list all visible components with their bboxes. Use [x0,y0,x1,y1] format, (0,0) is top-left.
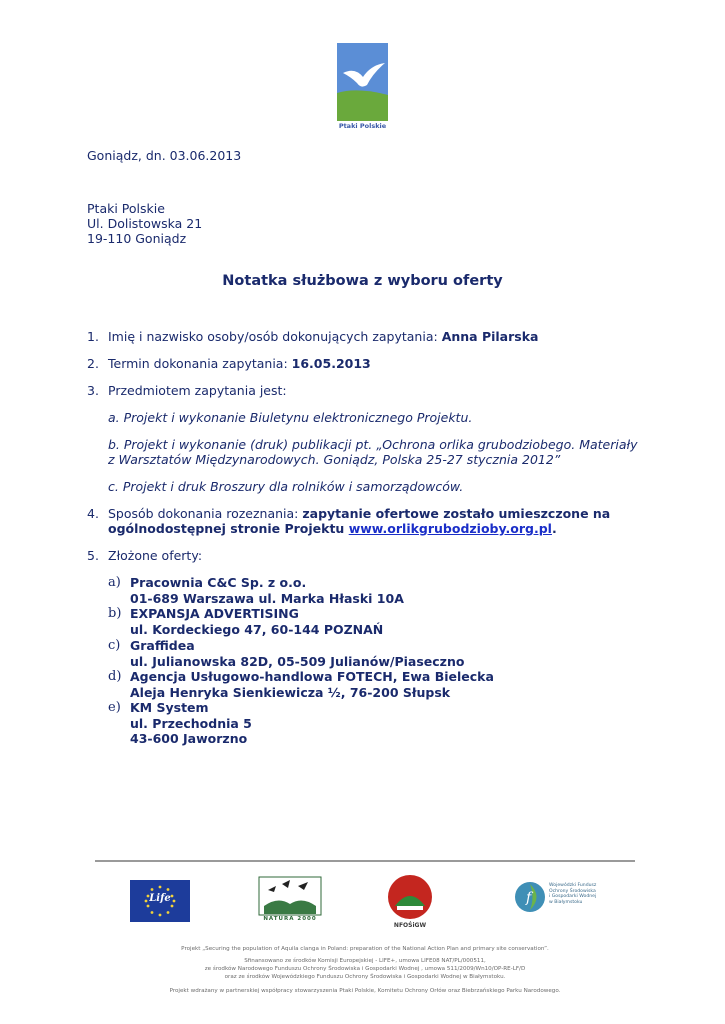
address-line-1: Ptaki Polskie [87,201,165,216]
footer-funding-line-3: oraz ze środków Wojewódzkiego Funduszu Ochrony Środowiska i Gospodarki Wodnej w Białymstoku. [224,974,506,980]
item-number: 3. [87,383,99,398]
item-number: 4. [87,506,99,521]
footer-project-line: Projekt „Securing the population of Aquila clanga in Poland: preparation of the National Action Plan and primary site conservation”. [181,946,549,952]
offer-e-line-2: ul. Przechodnia 5 [130,716,252,731]
wfos-line: w Białymstoku [549,899,583,905]
offer-e-line-1: KM System [130,700,209,715]
offer-e-line-3: 43-600 Jaworzno [130,731,248,746]
eu-life-logo [130,880,190,922]
item-2-label: Termin dokonania zapytania: [108,356,292,371]
bird-logo-icon [337,43,388,133]
offer-c-line-2: ul. Julianowska 82D, 05-509 Julianów/Piaseczno [130,654,465,669]
wfos-logo [513,880,623,920]
item-3a: a. Projekt i wykonanie Biuletynu elektronicznego Projektu. [108,410,473,425]
item-3-label: Przedmiotem zapytania jest: [108,383,287,398]
item-1 [108,329,538,345]
natura-birds-icon [258,876,322,916]
footer-divider [95,860,635,862]
natura-2000-logo [258,876,322,926]
offer-letter: c) [108,638,121,653]
nfosigw-emblem-icon [385,872,435,922]
footer [95,860,635,1010]
offer-letter: e) [108,700,121,715]
address-line-2: Ul. Dolistowska 21 [87,216,203,231]
offer-d-line-1: Agencja Usługowo-handlowa FOTECH, Ewa Bielecka [130,669,494,684]
natura-text: NATURA 2000 [263,916,317,922]
item-3b-line-2: z Warsztatów Międzynarodowych. Goniądz, Polska 25-27 stycznia 2012” [108,452,561,467]
wfos-emblem-icon [513,880,547,914]
item-4-line-1 [108,506,610,522]
date-line: Goniądz, dn. 03.06.2013 [87,148,242,163]
item-number: 2. [87,356,99,371]
offer-a-line-2: 01-689 Warszawa ul. Marka Hłaski 10A [130,591,404,606]
address-line-3: 19-110 Goniądz [87,231,187,246]
footer-funding-line-1: Sfinansowano ze środków Komisji Europejskiej - LIFE+, umowa LIFE08 NAT/PL/000511, [244,958,486,964]
item-2 [108,356,371,372]
offer-letter: d) [108,669,122,684]
item-4-end: . [551,521,557,536]
item-3b-line-1: b. Projekt i wykonanie (druk) publikacji pt. „Ochrona orlika grubodziobego. Materiały [108,437,638,452]
offer-d-line-2: Aleja Henryka Sienkiewicza ½, 76-200 Słupsk [130,685,451,700]
item-4-value-1: zapytanie ofertowe zostało umieszczone na [302,506,611,521]
wfos-line: Wojewódzki Fundusz [549,883,597,888]
project-website-link[interactable]: www.orlikgrubodzioby.org.pl [348,521,552,536]
item-1-label: Imię i nazwisko osoby/osób dokonujących zapytania: [108,329,442,344]
ptaki-polskie-logo [337,43,388,133]
footer-funding-line-2: ze środków Narodowego Funduszu Ochrony Środowiska i Gospodarki Wodnej , umowa 511/2009/Wn10/OP-RE-LF/D [204,966,526,972]
nfosigw-text: NFOŚiGW [393,922,427,929]
item-4-label: Sposób dokonania rozeznania: [108,506,303,521]
footer-partners-line: Projekt wdrażany w partnerskiej współpracy stowarzyszenia Ptaki Polskie, Komitetu Ochrony Orłów oraz Biebrzańskiego Parku Narodowego. [169,988,561,994]
item-5-label: Złożone oferty: [108,548,203,563]
wfos-line: Ochrony Środowiska [549,888,596,894]
item-2-value: 16.05.2013 [291,356,371,371]
svg-text:f: f [526,890,532,906]
offer-c-line-1: Graffidea [130,638,195,653]
offer-letter: b) [108,606,122,621]
item-number: 1. [87,329,99,344]
item-3c: c. Projekt i druk Broszury dla rolników i samorządowców. [108,479,464,494]
logo-caption: Ptaki Polskie [338,122,387,130]
offer-a-line-1: Pracownia C&C Sp. z o.o. [130,575,307,590]
offer-b-line-1: EXPANSJA ADVERTISING [130,606,299,621]
item-1-value: Anna Pilarska [441,329,539,344]
offer-b-line-2: ul. Kordeckiego 47, 60-144 POZNAŃ [130,622,384,637]
item-4-line-2 [108,521,557,537]
wfos-line: i Gospodarki Wodnej [549,894,597,900]
nfosigw-logo [385,872,435,932]
offer-letter: a) [108,575,121,590]
item-4-value-2: ogólnodostępnej stronie Projektu [108,521,349,536]
item-number: 5. [87,548,99,563]
document-title: Notatka służbowa z wyboru oferty [222,273,503,289]
eu-life-text: Life [149,893,171,904]
wfos-text [549,883,596,905]
